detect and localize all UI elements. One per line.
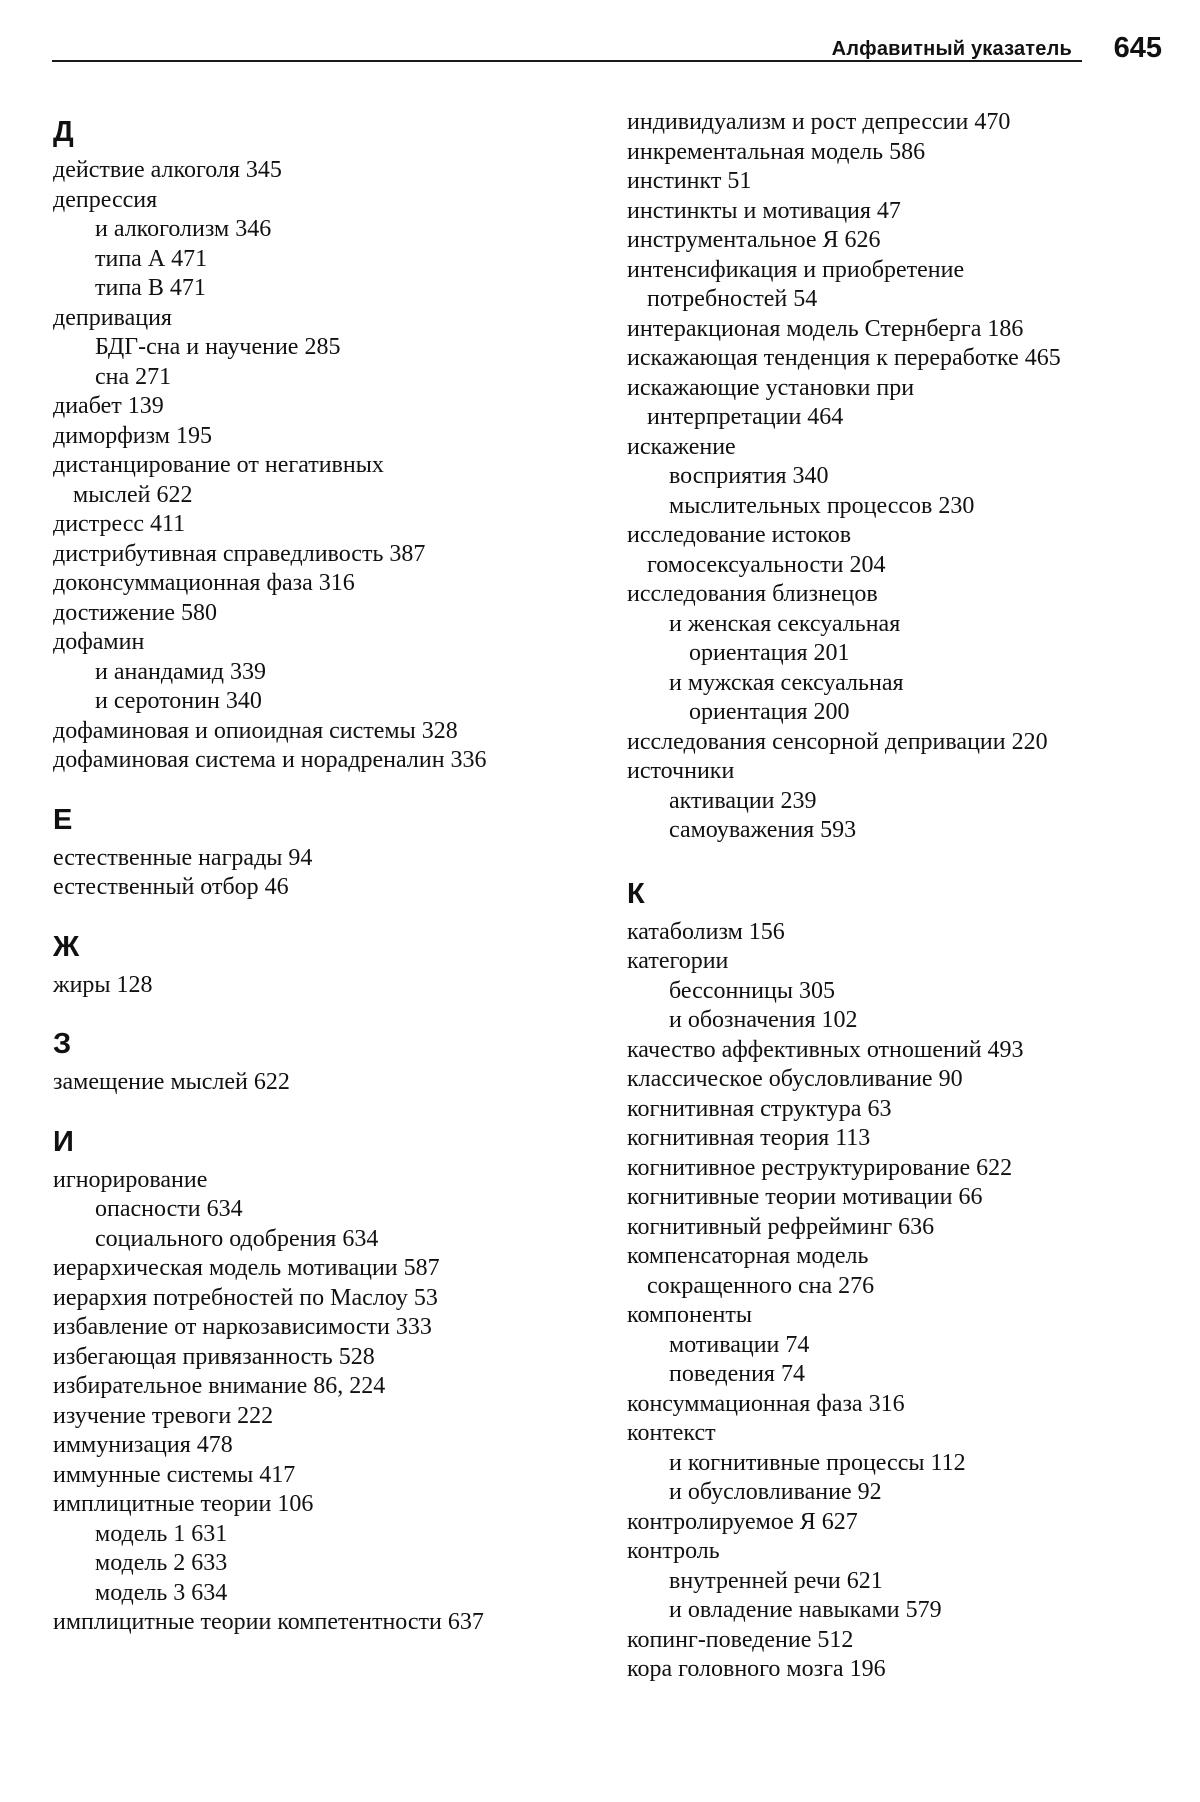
index-entry: избегающая привязанность 528 (53, 1343, 375, 1370)
page-number: 645 (1113, 32, 1162, 64)
index-entry: иерархия потребностей по Маслоу 53 (53, 1284, 438, 1311)
section-letter: Е (53, 803, 73, 836)
index-subentry: и серотонин 340 (95, 688, 262, 714)
index-entry: имплицитные теории компетентности 637 (53, 1609, 484, 1635)
index-entry: когнитивное реструктурирование 622 (627, 1154, 1013, 1181)
index-subentry: и обозначения 102 (669, 1007, 858, 1033)
index-entry: контроль (627, 1538, 720, 1564)
index-entry: копинг-поведение 512 (627, 1626, 854, 1653)
index-entry: когнитивный рефрейминг 636 (627, 1213, 935, 1240)
index-entry: интеракционая модель Стернберга 186 (627, 315, 1024, 342)
index-subentry: и анандамид 339 (95, 658, 266, 685)
index-entry: избирательное внимание 86, 224 (53, 1373, 386, 1399)
index-entry: диморфизм 195 (53, 422, 212, 449)
index-entry-continuation: потребностей 54 (647, 286, 818, 312)
index-subentry: социального одобрения 634 (95, 1225, 379, 1252)
index-subentry: и когнитивные процессы 112 (669, 1449, 966, 1476)
index-entry: дистрибутивная справедливость 387 (53, 540, 426, 567)
index-entry: естественный отбор 46 (53, 874, 289, 900)
index-entry: компоненты (627, 1302, 752, 1328)
index-section (53, 108, 593, 776)
index-entry: дофамин (53, 629, 145, 655)
header-title: Алфавитный указатель (831, 38, 1072, 60)
index-subentry: и алкоголизм 346 (95, 216, 272, 242)
running-header (52, 30, 1162, 70)
index-column-right (627, 108, 1167, 1685)
index-entry: инстинкт 51 (627, 168, 752, 194)
index-subentry: ориентация 201 (689, 640, 850, 666)
index-entry: качество аффективных отношений 493 (627, 1036, 1024, 1063)
index-subentry: типа В 471 (95, 275, 206, 301)
index-entry: индивидуализм и рост депрессии 470 (627, 109, 1011, 135)
section-letter: З (53, 1028, 72, 1060)
index-subentry: бессонницы 305 (669, 977, 835, 1004)
index-column-left (53, 108, 593, 1638)
index-subentry: мыслительных процессов 230 (669, 492, 975, 519)
index-entry: когнитивная структура 63 (627, 1095, 892, 1122)
index-subentry: типа А 471 (95, 245, 208, 272)
index-entry: избавление от наркозависимости 333 (53, 1314, 432, 1340)
index-entry-continuation: интерпретации 464 (647, 404, 844, 430)
index-entry: иммунизация 478 (53, 1432, 233, 1458)
index-entry: жиры 128 (53, 971, 153, 998)
index-entry-continuation: гомосексуальности 204 (647, 551, 886, 578)
section-letter: Ж (53, 930, 80, 963)
index-subentry: модель 2 633 (95, 1550, 228, 1576)
index-subentry: сна 271 (95, 363, 172, 390)
index-subentry: поведения 74 (669, 1361, 805, 1387)
index-entry: игнорирование (53, 1166, 208, 1193)
index-entry: действие алкоголя 345 (53, 157, 282, 183)
index-subentry: и мужская сексуальная (669, 669, 904, 696)
index-section (53, 796, 593, 903)
index-subentry: модель 3 634 (95, 1579, 228, 1606)
index-entry: исследования близнецов (627, 581, 878, 607)
index-entry-continuation: мыслей 622 (73, 481, 193, 508)
index-entry: инстинкты и мотивация 47 (627, 197, 901, 224)
index-entry: консуммационная фаза 316 (627, 1390, 905, 1417)
index-subentry: модель 1 631 (95, 1520, 228, 1547)
index-section (53, 1118, 593, 1638)
index-subentry: самоуважения 593 (669, 817, 857, 843)
index-subentry: внутренней речи 621 (669, 1567, 883, 1594)
index-subentry: восприятия 340 (669, 463, 829, 489)
index-entry: классическое обусловливание 90 (627, 1066, 963, 1092)
index-entry: инструментальное Я 626 (627, 227, 881, 253)
index-entry: изучение тревоги 222 (53, 1402, 274, 1429)
index-entry: депрессия (53, 186, 158, 213)
index-entry: имплицитные теории 106 (53, 1491, 314, 1517)
index-entry: достижение 580 (53, 599, 218, 626)
index-entry: иммунные системы 417 (53, 1461, 296, 1488)
index-entry-continuation: сокращенного сна 276 (647, 1272, 875, 1299)
index-subentry: опасности 634 (95, 1196, 243, 1222)
index-entry: депривация (53, 304, 172, 331)
index-entry: когнитивная теория 113 (627, 1125, 871, 1151)
index-entry: дистресс 411 (53, 511, 186, 537)
index-subentry: БДГ-сна и научение 285 (95, 334, 341, 360)
index-subentry: ориентация 200 (689, 699, 850, 725)
index-entry: исследование истоков (627, 522, 852, 548)
section-letter: К (627, 877, 645, 910)
index-entry: инкрементальная модель 586 (627, 138, 926, 165)
index-entry: искажающие установки при (627, 374, 915, 401)
index-entry: интенсификация и приобретение (627, 256, 965, 283)
index-entry: естественные награды 94 (53, 844, 313, 871)
index-entry: контекст (627, 1420, 716, 1446)
index-entry: катаболизм 156 (627, 918, 785, 945)
index-entry: компенсаторная модель (627, 1243, 869, 1269)
index-entry: категории (627, 948, 729, 974)
index-entry: дистанцирование от негативных (53, 452, 384, 478)
index-entry: диабет 139 (53, 393, 164, 419)
index-entry: исследования сенсорной депривации 220 (627, 728, 1048, 755)
index-entry: искажение (627, 433, 736, 460)
section-letter: Д (53, 116, 74, 148)
index-subentry: и женская сексуальная (669, 610, 901, 637)
index-entry: кора головного мозга 196 (627, 1656, 886, 1682)
index-subentry: активации 239 (669, 787, 817, 814)
index-entry: дофаминовая и опиоидная системы 328 (53, 717, 458, 744)
index-section (627, 870, 1167, 1685)
index-section (53, 923, 593, 1001)
index-entry: доконсуммационная фаза 316 (53, 570, 355, 596)
section-letter: И (53, 1125, 74, 1158)
index-subentry: и овладение навыками 579 (669, 1597, 942, 1623)
index-entry: дофаминовая система и норадреналин 336 (53, 747, 487, 773)
index-entry: иерархическая модель мотивации 587 (53, 1255, 440, 1281)
index-entry: когнитивные теории мотивации 66 (627, 1184, 983, 1210)
index-entry: источники (627, 758, 735, 784)
index-entry: замещение мыслей 622 (53, 1069, 290, 1095)
index-entry: контролируемое Я 627 (627, 1508, 858, 1535)
index-subentry: и обусловливание 92 (669, 1479, 882, 1505)
index-section (627, 108, 1167, 846)
index-entry: искажающая тенденция к переработке 465 (627, 345, 1061, 371)
index-section (53, 1020, 593, 1098)
index-subentry: мотивации 74 (669, 1331, 810, 1358)
